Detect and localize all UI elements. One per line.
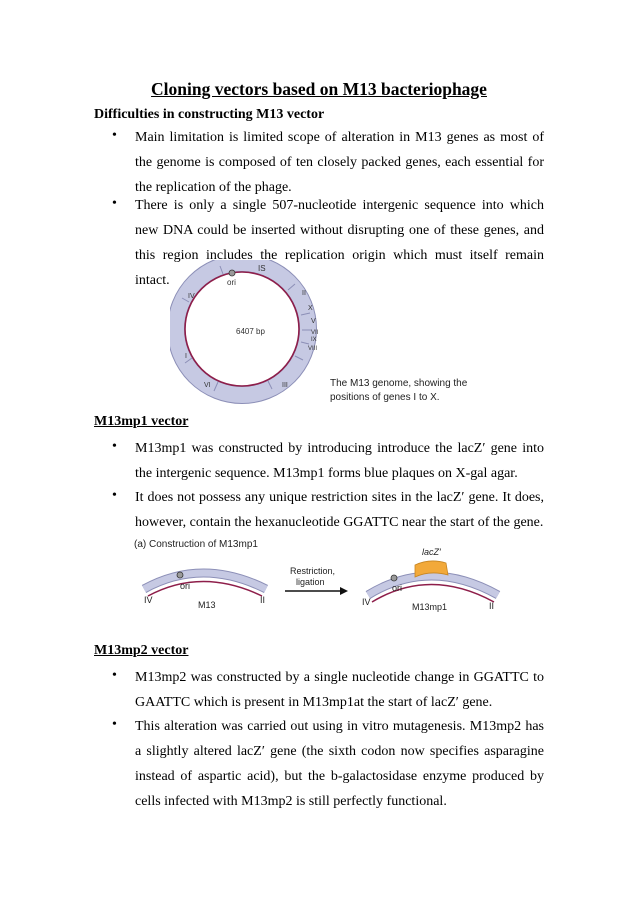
bullet-marker: • (112, 717, 117, 732)
bullet-text: There is only a single 507-nucleotide intergenic sequence into which new DNA could be inserted without disrupting one of these genes, and this region includes the replication origin which must itself remain intact. (135, 198, 544, 288)
bullet-marker: • (112, 488, 117, 503)
section-heading-m13mp1: M13mp1 vector (94, 414, 189, 429)
right-construct-name: M13mp1 (412, 602, 448, 612)
bullet-text: It does not possess any unique restriction sites in the lacZ′ gene. It does, however, contain the hexanucleotide GGATTC near the start of the gene. (135, 490, 544, 530)
m13-genome-figure (170, 260, 470, 410)
genome-ori-label: ori (227, 278, 236, 287)
left-construct-name: M13 (198, 600, 216, 610)
right-gene-iv: IV (362, 597, 371, 607)
gene-label: IV (188, 293, 195, 300)
bullet-text: Main limitation is limited scope of alteration in M13 genes as most of the genome is composed of ten closely packed genes, each essential for the replication of the phage. (135, 130, 544, 195)
bullet-text: M13mp2 was constructed by a single nucleotide change in GGATTC to GAATTC which is present in M13mp1at the start of lacZ′ gene. (135, 670, 544, 710)
bullet-marker: • (112, 128, 117, 143)
bullet-text: M13mp1 was constructed by introducing introduce the lacZ′ gene into the intergenic sequence. M13mp1 forms blue plaques on X-gal agar. (135, 441, 544, 481)
left-gene-iv: IV (144, 595, 153, 605)
gene-label: IS (258, 264, 266, 273)
genome-size-label: 6407 bp (236, 327, 265, 336)
gene-label: VIII (308, 346, 318, 352)
right-ori-label: ori (392, 583, 403, 593)
gene-label: III (282, 382, 288, 389)
arrow-head-icon (340, 587, 348, 595)
gene-label: IX (311, 337, 317, 343)
gene-label: II (302, 290, 306, 297)
gene-label: V (311, 318, 316, 325)
bullet-marker: • (112, 668, 117, 683)
arrow-label-line: ligation (296, 577, 325, 587)
right-gene-ii: II (489, 601, 495, 611)
construction-title: (a) Construction of M13mp1 (134, 539, 258, 550)
gene-label: X (308, 305, 313, 312)
left-ori-label: ori (180, 581, 191, 591)
gene-label: I (185, 353, 187, 360)
bullet-marker: • (112, 439, 117, 454)
genome-caption-line: The M13 genome, showing the (330, 378, 468, 389)
m13mp1-construction-figure (130, 535, 520, 615)
gene-label: VII (311, 330, 319, 336)
section-heading-difficulties: Difficulties in constructing M13 vector (94, 107, 325, 122)
bullet-marker: • (112, 196, 117, 211)
genome-caption-line: positions of genes I to X. (330, 392, 440, 403)
page-title: Cloning vectors based on M13 bacteriophage (151, 79, 487, 99)
gene-label: VI (204, 382, 211, 389)
section-heading-m13mp2: M13mp2 vector (94, 643, 189, 658)
arrow-label-line: Restriction, (290, 566, 336, 576)
insert-label: lacZ′ (422, 547, 441, 557)
left-gene-ii: II (260, 595, 266, 605)
bullet-text: This alteration was carried out using in vitro mutagenesis. M13mp2 has a slightly altered lacZ′ gene (the sixth codon now specifies asparagine instead of aspartic acid), but the b-galactosidase enzyme produced by cells infected with M13mp2 is still perfectly functional. (135, 719, 544, 809)
